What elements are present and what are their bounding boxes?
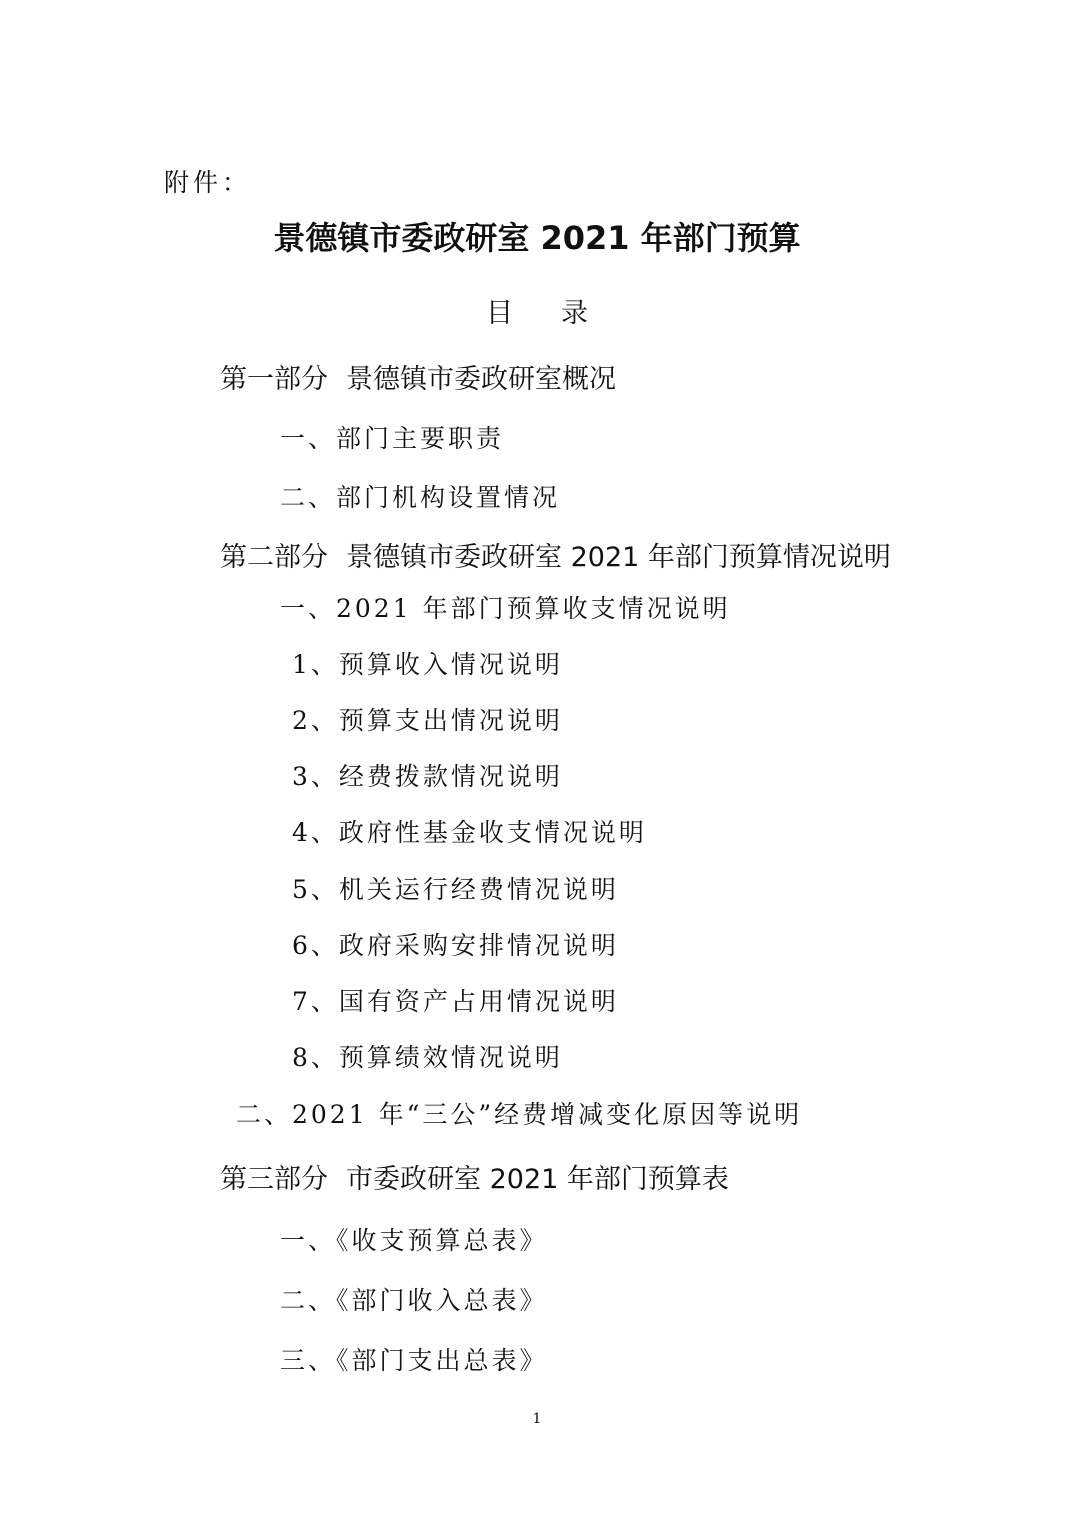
toc-subitem: 6、政府采购安排情况说明 bbox=[292, 931, 619, 960]
part-number: 第二部分 bbox=[220, 542, 328, 573]
toc-subitem: 4、政府性基金收支情况说明 bbox=[292, 818, 647, 847]
toc-part-1 bbox=[220, 366, 616, 393]
toc-part-3 bbox=[220, 1166, 729, 1193]
part-number: 第一部分 bbox=[220, 364, 328, 395]
toc-item: 二、2021 年“三公”经费增减变化原因等说明 bbox=[236, 1100, 803, 1129]
part-title: 市委政研室 2021 年部门预算表 bbox=[346, 1164, 729, 1195]
toc-subitem: 5、机关运行经费情况说明 bbox=[292, 875, 619, 904]
toc-item: 一、《收支预算总表》 bbox=[280, 1226, 548, 1255]
part-title: 景德镇市委政研室 2021 年部门预算情况说明 bbox=[346, 542, 891, 573]
part-number: 第三部分 bbox=[220, 1164, 328, 1195]
toc-subitem: 7、国有资产占用情况说明 bbox=[292, 987, 619, 1016]
toc-item: 三、《部门支出总表》 bbox=[280, 1346, 548, 1375]
toc-item: 二、部门机构设置情况 bbox=[280, 483, 561, 512]
document-title: 景德镇市委政研室 2021 年部门预算 bbox=[273, 219, 801, 257]
attachment-label: 附件： bbox=[164, 168, 252, 197]
toc-subitem: 2、预算支出情况说明 bbox=[292, 706, 563, 735]
toc-subitem: 3、经费拨款情况说明 bbox=[292, 762, 563, 791]
toc-subitem: 1、预算收入情况说明 bbox=[292, 650, 563, 679]
toc-item: 二、《部门收入总表》 bbox=[280, 1286, 548, 1315]
toc-item: 一、2021 年部门预算收支情况说明 bbox=[280, 594, 731, 623]
part-title: 景德镇市委政研室概况 bbox=[346, 364, 616, 395]
toc-heading: 目录 bbox=[486, 298, 636, 329]
toc-item: 一、部门主要职责 bbox=[280, 424, 505, 453]
toc-part-2 bbox=[220, 544, 891, 571]
page-number: 1 bbox=[532, 1411, 542, 1427]
toc-subitem: 8、预算绩效情况说明 bbox=[292, 1043, 563, 1072]
